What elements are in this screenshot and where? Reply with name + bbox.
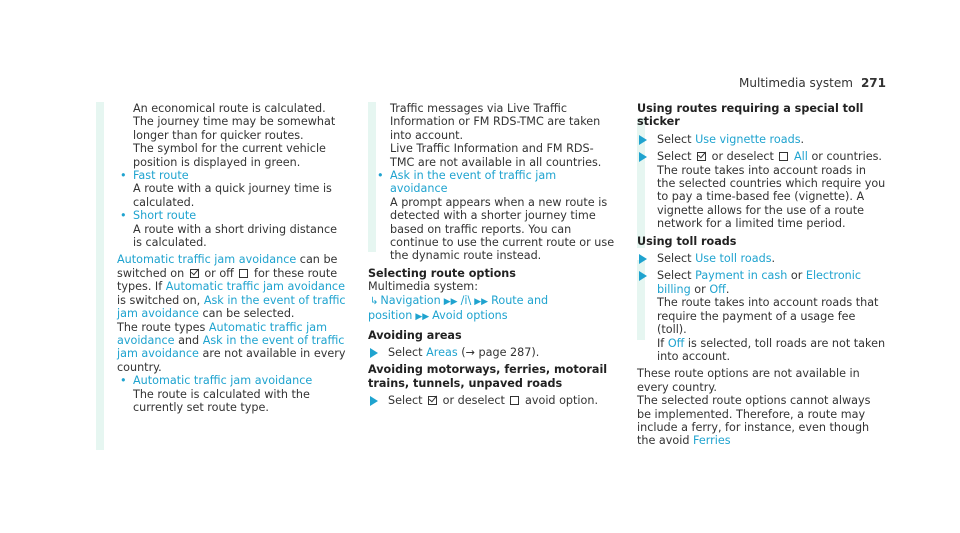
tja-item [117, 374, 347, 414]
short-route-label: Short route [133, 209, 197, 223]
tja-item-label: Automatic traffic jam avoidance [133, 374, 313, 388]
header-title: Multimedia system [739, 76, 853, 90]
menu-arrow-icon: ↳ [370, 295, 379, 307]
column-1 [117, 102, 347, 414]
toll-sticker-heading: Using routes requiring a special toll sticker [637, 102, 864, 129]
action-arrow-icon [639, 135, 647, 145]
action-arrow-icon [639, 152, 647, 162]
page-number: 271 [860, 76, 886, 90]
column-2 [368, 102, 616, 408]
if-off-text: If Off is selected, toll roads are not taken into account. [657, 336, 886, 363]
economical-route-text: An economical route is calculated. The journey time may be somewhat longer than for quicker routes. The symbol for the current vehicle position is displayed in green. [133, 102, 336, 169]
toll-roads-heading: Using toll roads [637, 234, 737, 248]
route-types-text: The route types Automatic traffic jam avoidance and Ask in the event of traffic jam avoidance are not available in every country. [117, 320, 346, 374]
multimedia-system-label: Multimedia system: [368, 280, 478, 294]
short-route-item [117, 209, 347, 249]
column-3 [637, 102, 887, 448]
checkbox-checked-icon [697, 152, 706, 161]
checkbox-empty-icon [239, 269, 248, 278]
tja-item-desc: The route is calculated with the currently set route type. [133, 387, 310, 414]
fast-route-desc: A route with a quick journey time is calculated. [133, 182, 332, 209]
bullet-icon: • [120, 209, 127, 223]
traffic-messages-text: Traffic messages via Live Traffic Information or FM RDS-TMC are taken into account. Live Traffic Information and FM RDS-TMC are not available in all countries. [390, 102, 602, 169]
action-arrow-icon [370, 348, 378, 358]
countries-step: Select or deselect All or countries. The route takes into account roads in the selected countries which require you to pay a time-based fee (vignette). A vignette allows for the use of a route network for a limited time period. [637, 150, 887, 230]
route-icon: /i\ [460, 293, 472, 307]
traffic-jam-avoidance-text: Automatic traffic jam avoidance can be switched on or off for these route types. If Automatic traffic jam avoidance is switched on, Ask in the event of traffic jam avoidance can be selected. [117, 253, 346, 321]
avoiding-areas-heading: Avoiding areas [368, 328, 462, 342]
fast-route-label: Fast route [133, 169, 189, 183]
ask-item-desc: A prompt appears when a new route is detected with a shorter journey time based on traffic reports. You can continue to use the current route or use the dynamic route instead. [390, 195, 615, 263]
action-arrow-icon [370, 396, 378, 406]
page-header [739, 76, 886, 90]
short-route-desc: A route with a short driving distance is calculated. [133, 222, 338, 250]
toll-roads-step: Select Use toll roads. [637, 252, 887, 265]
avoid-motorways-step: Select or deselect avoid option. [368, 394, 616, 407]
fast-route-item [117, 169, 347, 209]
checkbox-checked-icon [428, 396, 437, 405]
bullet-icon: • [377, 169, 384, 183]
ask-item [374, 169, 616, 263]
vignette-step: Select Use vignette roads. [637, 133, 887, 146]
selecting-route-options-heading: Selecting route options [368, 266, 516, 280]
avoiding-motorways-heading: Avoiding motorways, ferries, motorail trains, tunnels, unpaved roads [368, 363, 608, 390]
payment-step: Select Payment in cash or Electronic billing or Off. The route takes into account roads that require the payment of a usage fee (toll). If Off is selected, toll roads are not taken into account. [637, 269, 887, 363]
checkbox-empty-icon [510, 396, 519, 405]
action-arrow-icon [639, 254, 647, 264]
checkbox-empty-icon [779, 152, 788, 161]
availability-text: These route options are not available in every country. [637, 367, 860, 394]
ferries-text: The selected route options cannot always be implemented. Therefore, a route may include a ferry, for instance, even though the avoid Ferries [637, 394, 871, 448]
double-chevron-icon: ▶▶ [415, 312, 430, 323]
bullet-icon: • [120, 374, 127, 388]
ask-item-label: Ask in the event of traffic jam avoidance [390, 169, 557, 196]
bullet-icon: • [120, 169, 127, 183]
column-1-bar [96, 102, 104, 450]
checkbox-checked-icon [190, 269, 199, 278]
action-arrow-icon [639, 271, 647, 281]
double-chevron-icon: ▶▶ [474, 296, 489, 307]
double-chevron-icon: ▶▶ [443, 296, 458, 307]
avoid-areas-step: Select Areas (→ page 287). [368, 346, 616, 359]
navigation-path: ↳ Navigation ▶▶ /i\ ▶▶ Route and position ▶▶ Avoid options [368, 293, 549, 323]
